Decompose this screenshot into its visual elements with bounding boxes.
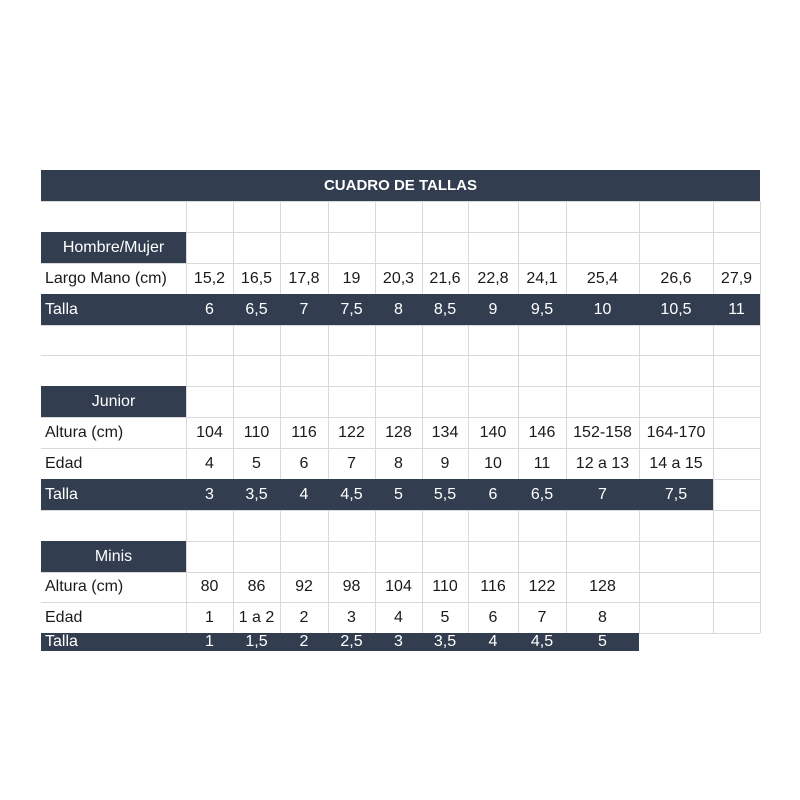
table-cell: 16,5 [240,269,273,287]
table-cell: 19 [342,269,361,287]
table-cell: 128 [589,578,616,595]
grid-line-horizontal [41,201,760,202]
section-header-1: Junior [41,386,186,417]
table-cell: 86 [247,578,266,595]
table-cell: 26,6 [660,269,692,287]
table-cell: 9,5 [518,294,566,325]
table-cell: 4 [205,454,214,472]
table-cell: 7,5 [328,294,375,325]
table-cell: 4 [394,608,403,626]
grid-line-horizontal [41,355,760,356]
table-cell: 14 a 15 [649,454,703,472]
table-cell: 25,4 [586,269,619,287]
table-cell: 146 [528,423,556,441]
table-cell: 6,5 [233,294,280,325]
table-cell: 3 [347,608,356,626]
table-cell: 12 a 13 [575,454,630,472]
table-cell: 7,5 [639,479,713,510]
table-cell: 116 [291,423,317,441]
table-cell: 4 [280,479,328,510]
table-cell: 7 [566,479,639,510]
table-cell: 20,3 [382,269,415,287]
row-label: Edad [45,454,83,472]
table-cell: 9 [468,294,518,325]
table-cell: 11 [713,294,760,325]
table-cell: 10 [484,454,502,472]
table-cell: 92 [295,578,313,595]
table-cell: 98 [342,578,361,595]
table-cell: 3 [375,633,422,651]
grid-line-vertical [760,201,761,633]
row-label: Talla [41,479,186,510]
table-cell: 2 [280,633,328,651]
row-label: Talla [41,633,186,651]
table-cell: 24,1 [526,269,558,287]
table-cell: 1 [205,608,214,626]
table-cell: 21,6 [429,269,461,287]
table-cell: 22,8 [477,269,509,287]
table-cell: 3,5 [422,633,468,651]
row-label: Altura (cm) [45,578,124,595]
table-cell: 5 [566,633,639,651]
table-cell: 4 [468,633,518,651]
table-cell: 128 [385,423,412,441]
row-label: Altura (cm) [45,423,124,441]
table-cell: 4,5 [328,479,375,510]
table-cell: 8 [394,454,403,472]
table-cell: 122 [528,578,556,595]
table-cell: 110 [243,423,270,441]
table-cell: 3,5 [233,479,280,510]
table-cell: 8 [375,294,422,325]
table-cell: 122 [338,423,365,441]
table-cell: 2,5 [328,633,375,651]
section-header-2: Minis [41,541,186,572]
table-cell: 104 [196,423,223,441]
table-cell: 104 [385,578,412,595]
table-cell: 10 [566,294,639,325]
table-cell: 110 [432,578,458,595]
table-cell: 1 [186,633,233,651]
table-cell: 1,5 [233,633,280,651]
table-cell: 10,5 [639,294,713,325]
table-cell: 6 [488,608,498,626]
table-cell: 8,5 [422,294,468,325]
table-cell: 6,5 [518,479,566,510]
row-label: Largo Mano (cm) [45,269,167,287]
section-header-0: Hombre/Mujer [41,232,186,263]
table-cell: 11 [533,454,551,472]
table-cell: 164-170 [646,423,706,441]
table-cell: 3 [186,479,233,510]
table-cell: 7 [280,294,328,325]
table-cell: 134 [431,423,459,441]
table-cell: 27,9 [720,269,753,287]
table-cell: 80 [200,578,219,595]
table-cell: 8 [598,608,607,626]
table-cell: 2 [299,608,309,626]
table-cell: 9 [440,454,450,472]
table-cell: 1 a 2 [238,608,275,626]
row-label: Edad [45,608,83,626]
table-cell: 15,2 [193,269,226,287]
table-cell: 5 [440,608,450,626]
table-cell: 6 [186,294,233,325]
row-label: Talla [41,294,186,325]
grid-line-horizontal [41,325,760,326]
grid-line-horizontal [41,510,760,511]
table-cell: 152-158 [573,423,632,441]
table-cell: 6 [299,454,309,472]
table-cell: 116 [480,578,506,595]
chart-title: CUADRO DE TALLAS [41,170,760,201]
table-cell: 6 [468,479,518,510]
table-cell: 7 [347,454,356,472]
table-cell: 4,5 [518,633,566,651]
table-cell: 5 [375,479,422,510]
table-cell: 5,5 [422,479,468,510]
table-cell: 7 [537,608,547,626]
table-cell: 17,8 [288,269,320,287]
table-cell: 140 [479,423,507,441]
table-cell: 5 [252,454,261,472]
